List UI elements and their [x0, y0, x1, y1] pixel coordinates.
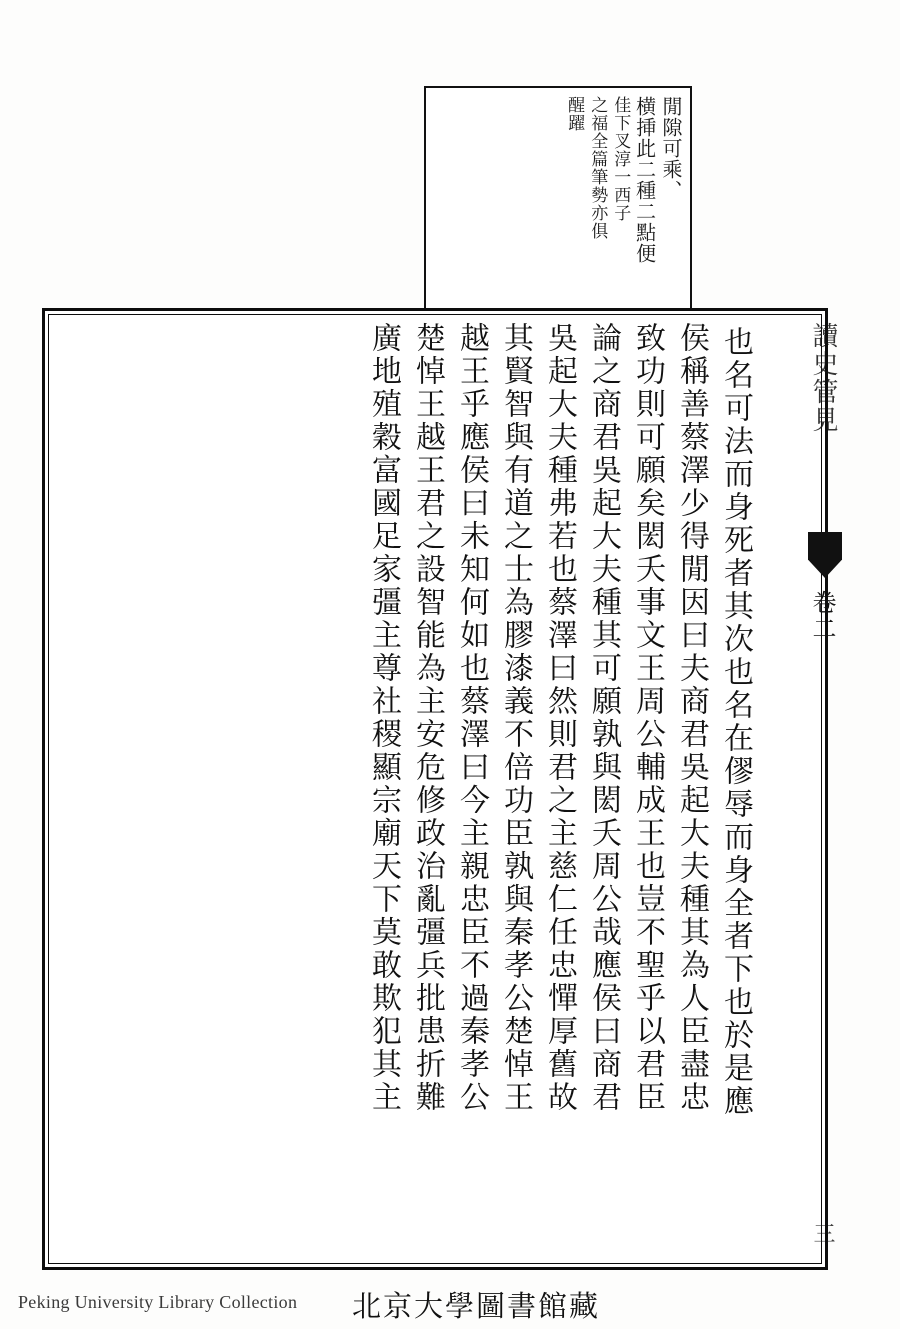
margin-note-column-1: 閒隙可乘、	[659, 96, 683, 201]
margin-note-column-2: 横挿此二種二點便	[632, 96, 657, 264]
volume-label: 卷二	[808, 590, 836, 642]
margin-note-column-4: 之福全篇筆勢亦俱	[587, 96, 608, 240]
library-credit-chinese: 北京大學圖書館藏	[352, 1289, 601, 1323]
margin-note-columns	[432, 96, 684, 308]
text-column-4: 論之商君吳起大夫種其可願孰與閎夭周公哉應侯曰商君	[586, 322, 621, 1114]
text-column-2: 侯稱善蔡澤少得閒因曰夫商君吳起大夫種其為人臣盡忠	[674, 322, 709, 1114]
margin-note-box	[424, 86, 692, 308]
main-text-columns	[62, 322, 752, 1254]
book-title: 讀史管見	[808, 322, 838, 434]
library-credit-english: Peking University Library Collection	[18, 1292, 298, 1312]
margin-note-column-3: 佳下叉淳一西子	[610, 96, 631, 222]
text-column-9: 廣地殖穀富國足家彊主尊社稷顯宗廟天下莫敢欺犯其主	[366, 322, 401, 1114]
page-number: 三	[810, 1222, 835, 1244]
text-column-5: 吳起大夫種弗若也蔡澤曰然則君之主慈仁任忠憚厚舊故	[542, 322, 577, 1114]
fish-tail-mark	[808, 532, 842, 578]
text-column-7: 越王乎應侯曰未知何如也蔡澤曰今主親忠臣不過秦孝公	[454, 322, 489, 1114]
text-column-6: 其賢智與有道之士為膠漆義不倍功臣孰與秦孝公楚悼王	[498, 322, 533, 1114]
margin-note-column-5: 醒躍	[564, 96, 585, 132]
spine-column	[790, 322, 848, 1252]
footer	[0, 1284, 900, 1329]
text-column-1: 也名可法而身死者其次也名在僇辱而身全者下也於是應	[718, 326, 753, 1118]
text-column-3: 致功則可願矣閎夭事文王周公輔成王也豈不聖乎以君臣	[630, 322, 665, 1114]
text-column-8: 楚悼王越王君之設智能為主安危修政治亂彊兵批患折難	[410, 322, 445, 1114]
